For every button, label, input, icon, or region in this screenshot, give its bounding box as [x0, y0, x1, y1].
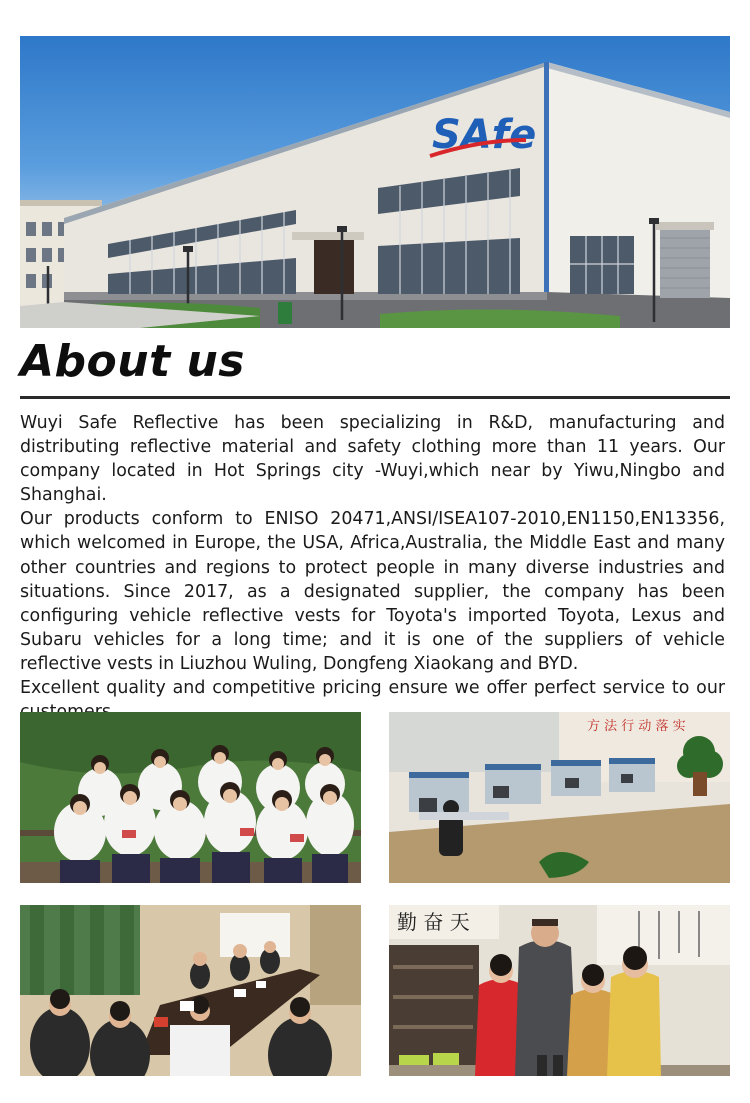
title-divider [20, 396, 730, 399]
company-intro [20, 411, 725, 724]
team-group-photo [20, 712, 361, 883]
products-paragraph: Our products conform to ENISO 20471,ANSI/ISEA107-2010,EN1150,EN13356, which welcomed in Europe, the USA, Africa,Australia, the Middle East and many other countries and regions to protect people in many diverse industries and situations. Since 2017, as a designated supplier, the company has been configuring vehicle reflective vests for Toyota's imported Toyota, Lexus and Subaru vehicles for a long time; and it is one of the suppliers of vehicle reflective vests in Liuzhou Wuling, Dongfeng Xiaokang and BYD. [20, 509, 725, 674]
visitor-photo [389, 905, 730, 1076]
company-logo: SAfe [432, 112, 537, 158]
section-title: About us [20, 336, 245, 387]
meeting-photo [20, 905, 361, 1076]
quality-paragraph: Excellent quality and competitive pricing ensure we offer perfect service to our [20, 678, 725, 699]
factory-photo [20, 36, 730, 328]
wall-calligraphy: 勤 奋 天 [397, 910, 470, 934]
office-photo [389, 712, 730, 883]
intro-paragraph: Wuyi Safe Reflective has been specializing in R&D, manufacturing and distributing reflective material and safety clothing more than 11 years. Our company located in Hot Springs city -Wuyi,which near by Yiwu,Ningbo and Shanghai. [20, 413, 725, 506]
office-wall-slogan: 方 法 行 动 落 实 [587, 719, 686, 734]
